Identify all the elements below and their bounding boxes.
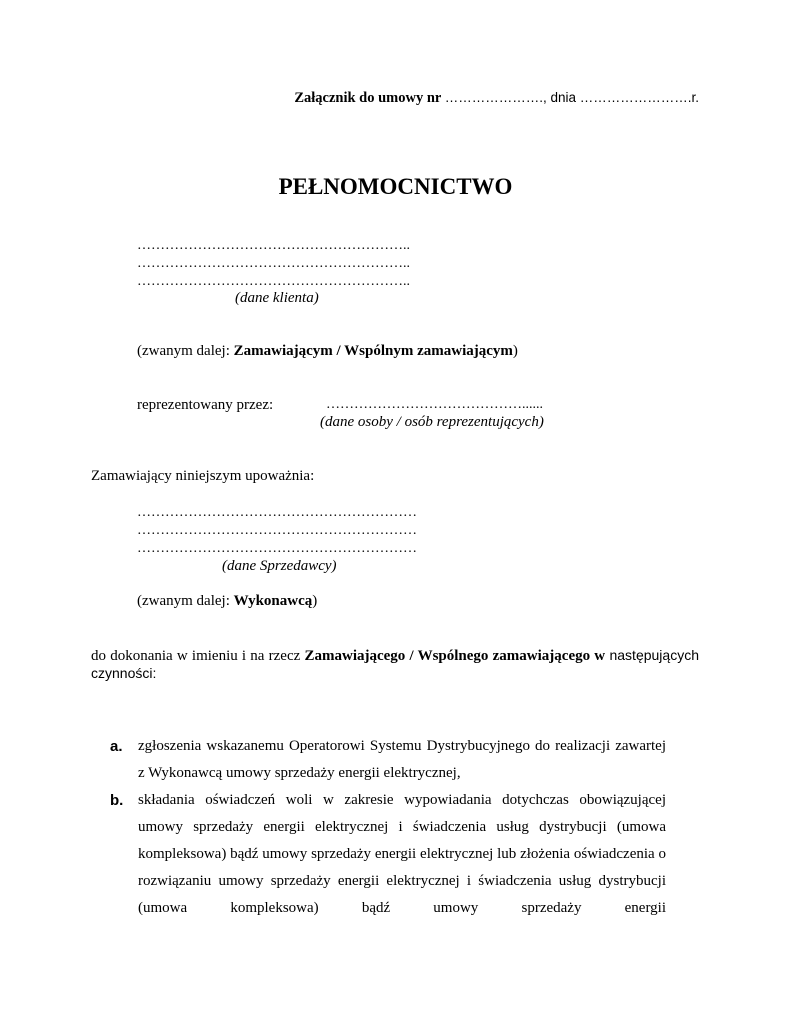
document-title: PEŁNOMOCNICTWO	[278, 174, 513, 199]
list-marker: a.	[110, 738, 123, 755]
attachment-label: Załącznik do umowy nr	[294, 90, 445, 106]
list-marker: b.	[110, 792, 124, 809]
client-caption: (dane klienta)	[235, 290, 319, 306]
purpose-prefix: do dokonania w imieniu i na rzecz	[91, 648, 305, 664]
list-item	[110, 787, 666, 922]
client-line-3: …………………………………………………..	[137, 274, 410, 289]
list-item-text: zgłoszenia wskazanemu Operatorowi Systemu Dystrybucyjnego do realizacji zawartej z Wykonawcą umowy sprzedaży energii elektrycznej,	[138, 738, 666, 781]
attachment-header	[294, 90, 699, 107]
purpose-bold: Zamawiającego / Wspólnego zamawiającego w	[304, 648, 606, 664]
called-ordering-party	[137, 343, 518, 360]
contractor-bold: Wykonawcą	[233, 593, 313, 609]
authorizes-text: Zamawiający niniejszym upoważnia:	[91, 468, 315, 484]
attachment-fill: …………………., dnia …………………….r.	[444, 90, 699, 105]
represented-caption: (dane osoby / osób reprezentujących)	[320, 414, 544, 430]
seller-line-1: ……………………………………………………	[137, 505, 417, 520]
client-line-1: …………………………………………………..	[137, 238, 410, 253]
represented-label: reprezentowany przez:	[137, 397, 274, 413]
list-item	[110, 733, 666, 787]
represented-dots: ……………………………………......	[326, 397, 543, 412]
seller-caption: (dane Sprzedawcy)	[222, 558, 337, 574]
called-bold: Zamawiającym / Wspólnym zamawiającym	[233, 343, 513, 359]
called-prefix: (zwanym dalej:	[137, 343, 234, 359]
contractor-prefix: (zwanym dalej:	[137, 593, 234, 609]
seller-line-3: ……………………………………………………	[137, 541, 417, 556]
list-item-text: składania oświadczeń woli w zakresie wypowiadania dotychczas obowiązującej umowy sprzedaży energii elektrycznej i świadczenia usług dystrybucji (umowa kompleksowa) bądź umowy sprzedaży energii elektrycznej lub złożenia oświadczenia o rozwiązaniu umowy sprzedaży energii elektrycznej i świadczenia usług dystrybucji (umowa kompleksowa) bądź umowy sprzedaży energii	[138, 792, 666, 916]
contractor-suffix: )	[312, 593, 318, 609]
client-line-2: …………………………………………………..	[137, 256, 410, 271]
seller-line-2: ……………………………………………………	[137, 523, 417, 538]
purpose-paragraph	[91, 647, 699, 683]
called-suffix: )	[512, 343, 518, 359]
actions-list	[110, 733, 666, 922]
purpose-suffix: następujących czynności:	[91, 647, 699, 681]
called-contractor	[137, 593, 317, 610]
